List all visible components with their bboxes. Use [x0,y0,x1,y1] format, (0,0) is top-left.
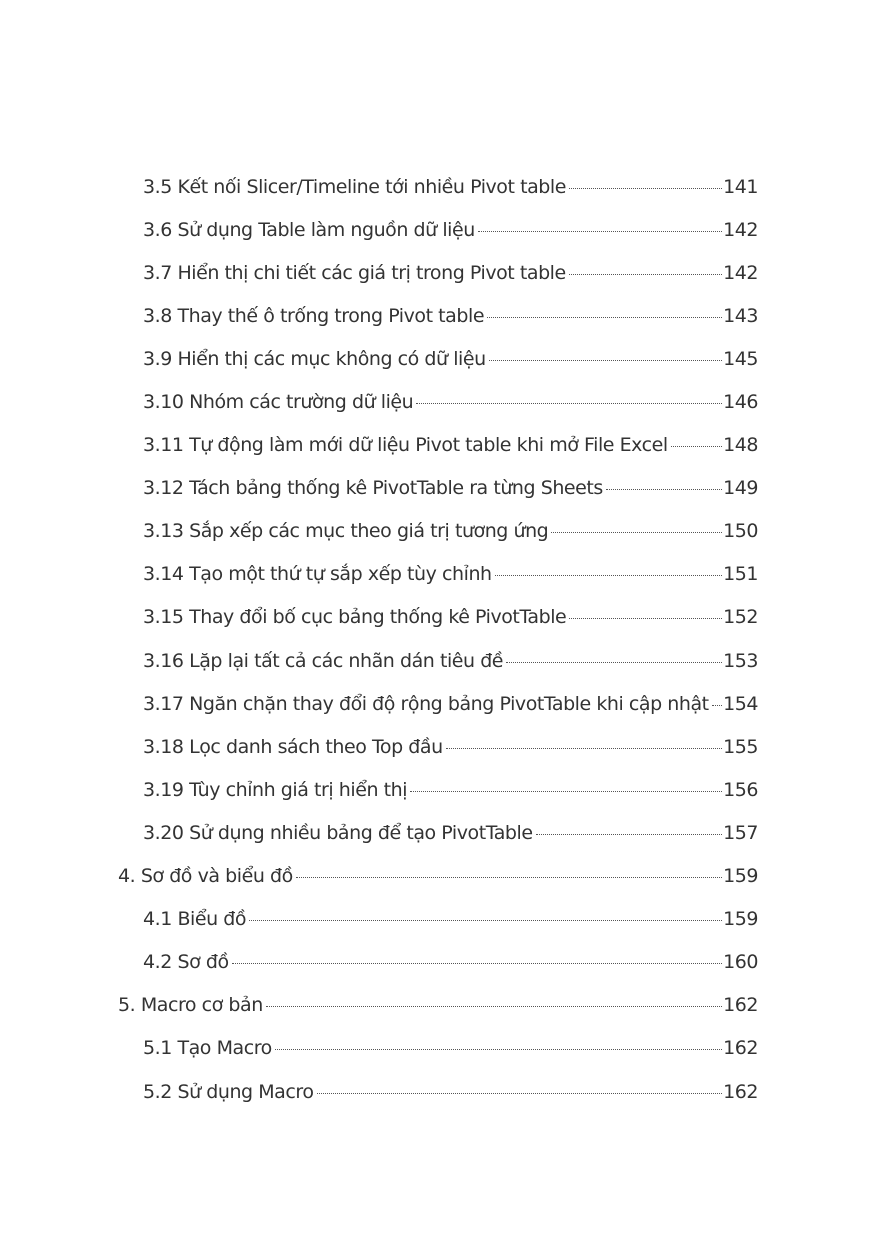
toc-entry-title: 4. Sơ đồ và biểu đồ [118,865,293,888]
toc-entry [0,294,869,337]
toc-entry-title: 5.1 Tạo Macro [143,1037,272,1060]
toc-entry [0,553,869,596]
toc-leader-dots [569,188,722,189]
toc-entry-page: 148 [723,434,758,457]
toc-entry [0,811,869,854]
toc-entry-title: 3.5 Kết nối Slicer/Timeline tới nhiều Pivot table [143,175,566,198]
toc-entry-title: 3.19 Tùy chỉnh giá trị hiển thị [143,778,408,801]
toc-leader-dots [232,963,722,964]
toc-entry-page: 162 [723,1080,758,1103]
toc-entry [0,251,869,294]
toc-leader-dots [495,575,722,576]
toc-leader-dots [416,403,722,404]
toc-leader-dots [446,748,722,749]
toc-entry-page: 162 [723,1037,758,1060]
toc-leader-dots [489,360,722,361]
toc-entry-page: 152 [723,606,758,629]
toc-entry [0,165,869,208]
toc-leader-dots [712,705,722,706]
toc-leader-dots [478,231,722,232]
toc-entry [0,725,869,768]
toc-entry [0,596,869,639]
toc-leader-dots [249,920,722,921]
toc-entry-page: 142 [723,218,758,241]
toc-entry [0,898,869,941]
toc-entry-page: 151 [723,563,758,586]
toc-entry-page: 162 [723,994,758,1017]
toc-entry-title: 5. Macro cơ bản [118,994,263,1017]
toc-leader-dots [317,1093,723,1094]
toc-entry-title: 3.16 Lặp lại tất cả các nhãn dán tiêu đề [143,649,504,672]
toc-entry-title: 3.13 Sắp xếp các mục theo giá trị tương ứng [143,520,549,543]
toc-entry-page: 154 [723,692,758,715]
toc-entry-title: 3.17 Ngăn chặn thay đổi độ rộng bảng PivotTable khi cập nhật [143,692,709,715]
toc-entry-title: 3.18 Lọc danh sách theo Top đầu [143,735,443,758]
toc-entry-page: 141 [723,175,758,198]
toc-leader-dots [266,1006,722,1007]
toc-leader-dots [410,791,722,792]
toc-leader-dots [536,834,723,835]
table-of-contents [0,165,869,1113]
toc-entry-title: 3.15 Thay đổi bố cục bảng thống kê PivotTable [143,606,567,629]
toc-entry-title: 3.20 Sử dụng nhiều bảng để tạo PivotTable [143,821,533,844]
toc-entry-title: 3.9 Hiển thị các mục không có dữ liệu [143,347,486,370]
toc-entry-title: 3.12 Tách bảng thống kê PivotTable ra từng Sheets [143,477,603,500]
toc-entry-title: 4.2 Sơ đồ [143,951,229,974]
toc-entry-page: 149 [723,477,758,500]
toc-leader-dots [506,662,722,663]
toc-leader-dots [569,618,722,619]
toc-entry-page: 150 [723,520,758,543]
toc-entry-page: 157 [723,821,758,844]
toc-chapter-entry [0,984,869,1027]
toc-leader-dots [275,1049,722,1050]
toc-entry-page: 142 [723,261,758,284]
toc-leader-dots [487,317,722,318]
toc-entry-title: 3.10 Nhóm các trường dữ liệu [143,391,414,414]
toc-entry [0,639,869,682]
toc-leader-dots [606,489,722,490]
toc-entry [0,768,869,811]
toc-entry-title: 3.14 Tạo một thứ tự sắp xếp tùy chỉnh [143,563,492,586]
toc-entry-page: 155 [723,735,758,758]
toc-entry [0,510,869,553]
toc-leader-dots [671,446,722,447]
toc-entry [0,337,869,380]
toc-entry-title: 4.1 Biểu đồ [143,908,247,931]
toc-entry [0,682,869,725]
toc-entry-title: 5.2 Sử dụng Macro [143,1080,314,1103]
toc-leader-dots [551,532,722,533]
toc-chapter-entry [0,855,869,898]
toc-entry-title: 3.6 Sử dụng Table làm nguồn dữ liệu [143,218,475,241]
toc-leader-dots [296,877,722,878]
toc-entry-page: 146 [723,391,758,414]
toc-entry-page: 159 [723,908,758,931]
toc-entry-title: 3.8 Thay thế ô trống trong Pivot table [143,304,485,327]
toc-entry-page: 159 [723,865,758,888]
toc-entry-page: 153 [723,649,758,672]
toc-entry [0,467,869,510]
toc-entry [0,208,869,251]
toc-entry-page: 145 [723,347,758,370]
toc-entry [0,380,869,423]
toc-entry-title: 3.7 Hiển thị chi tiết các giá trị trong Pivot table [143,261,566,284]
toc-entry [0,1070,869,1113]
toc-entry [0,424,869,467]
toc-leader-dots [569,274,722,275]
toc-entry [0,941,869,984]
toc-entry-page: 143 [723,304,758,327]
toc-entry-title: 3.11 Tự động làm mới dữ liệu Pivot table khi mở File Excel [143,434,668,457]
toc-entry [0,1027,869,1070]
toc-entry-page: 160 [723,951,758,974]
toc-entry-page: 156 [723,778,758,801]
